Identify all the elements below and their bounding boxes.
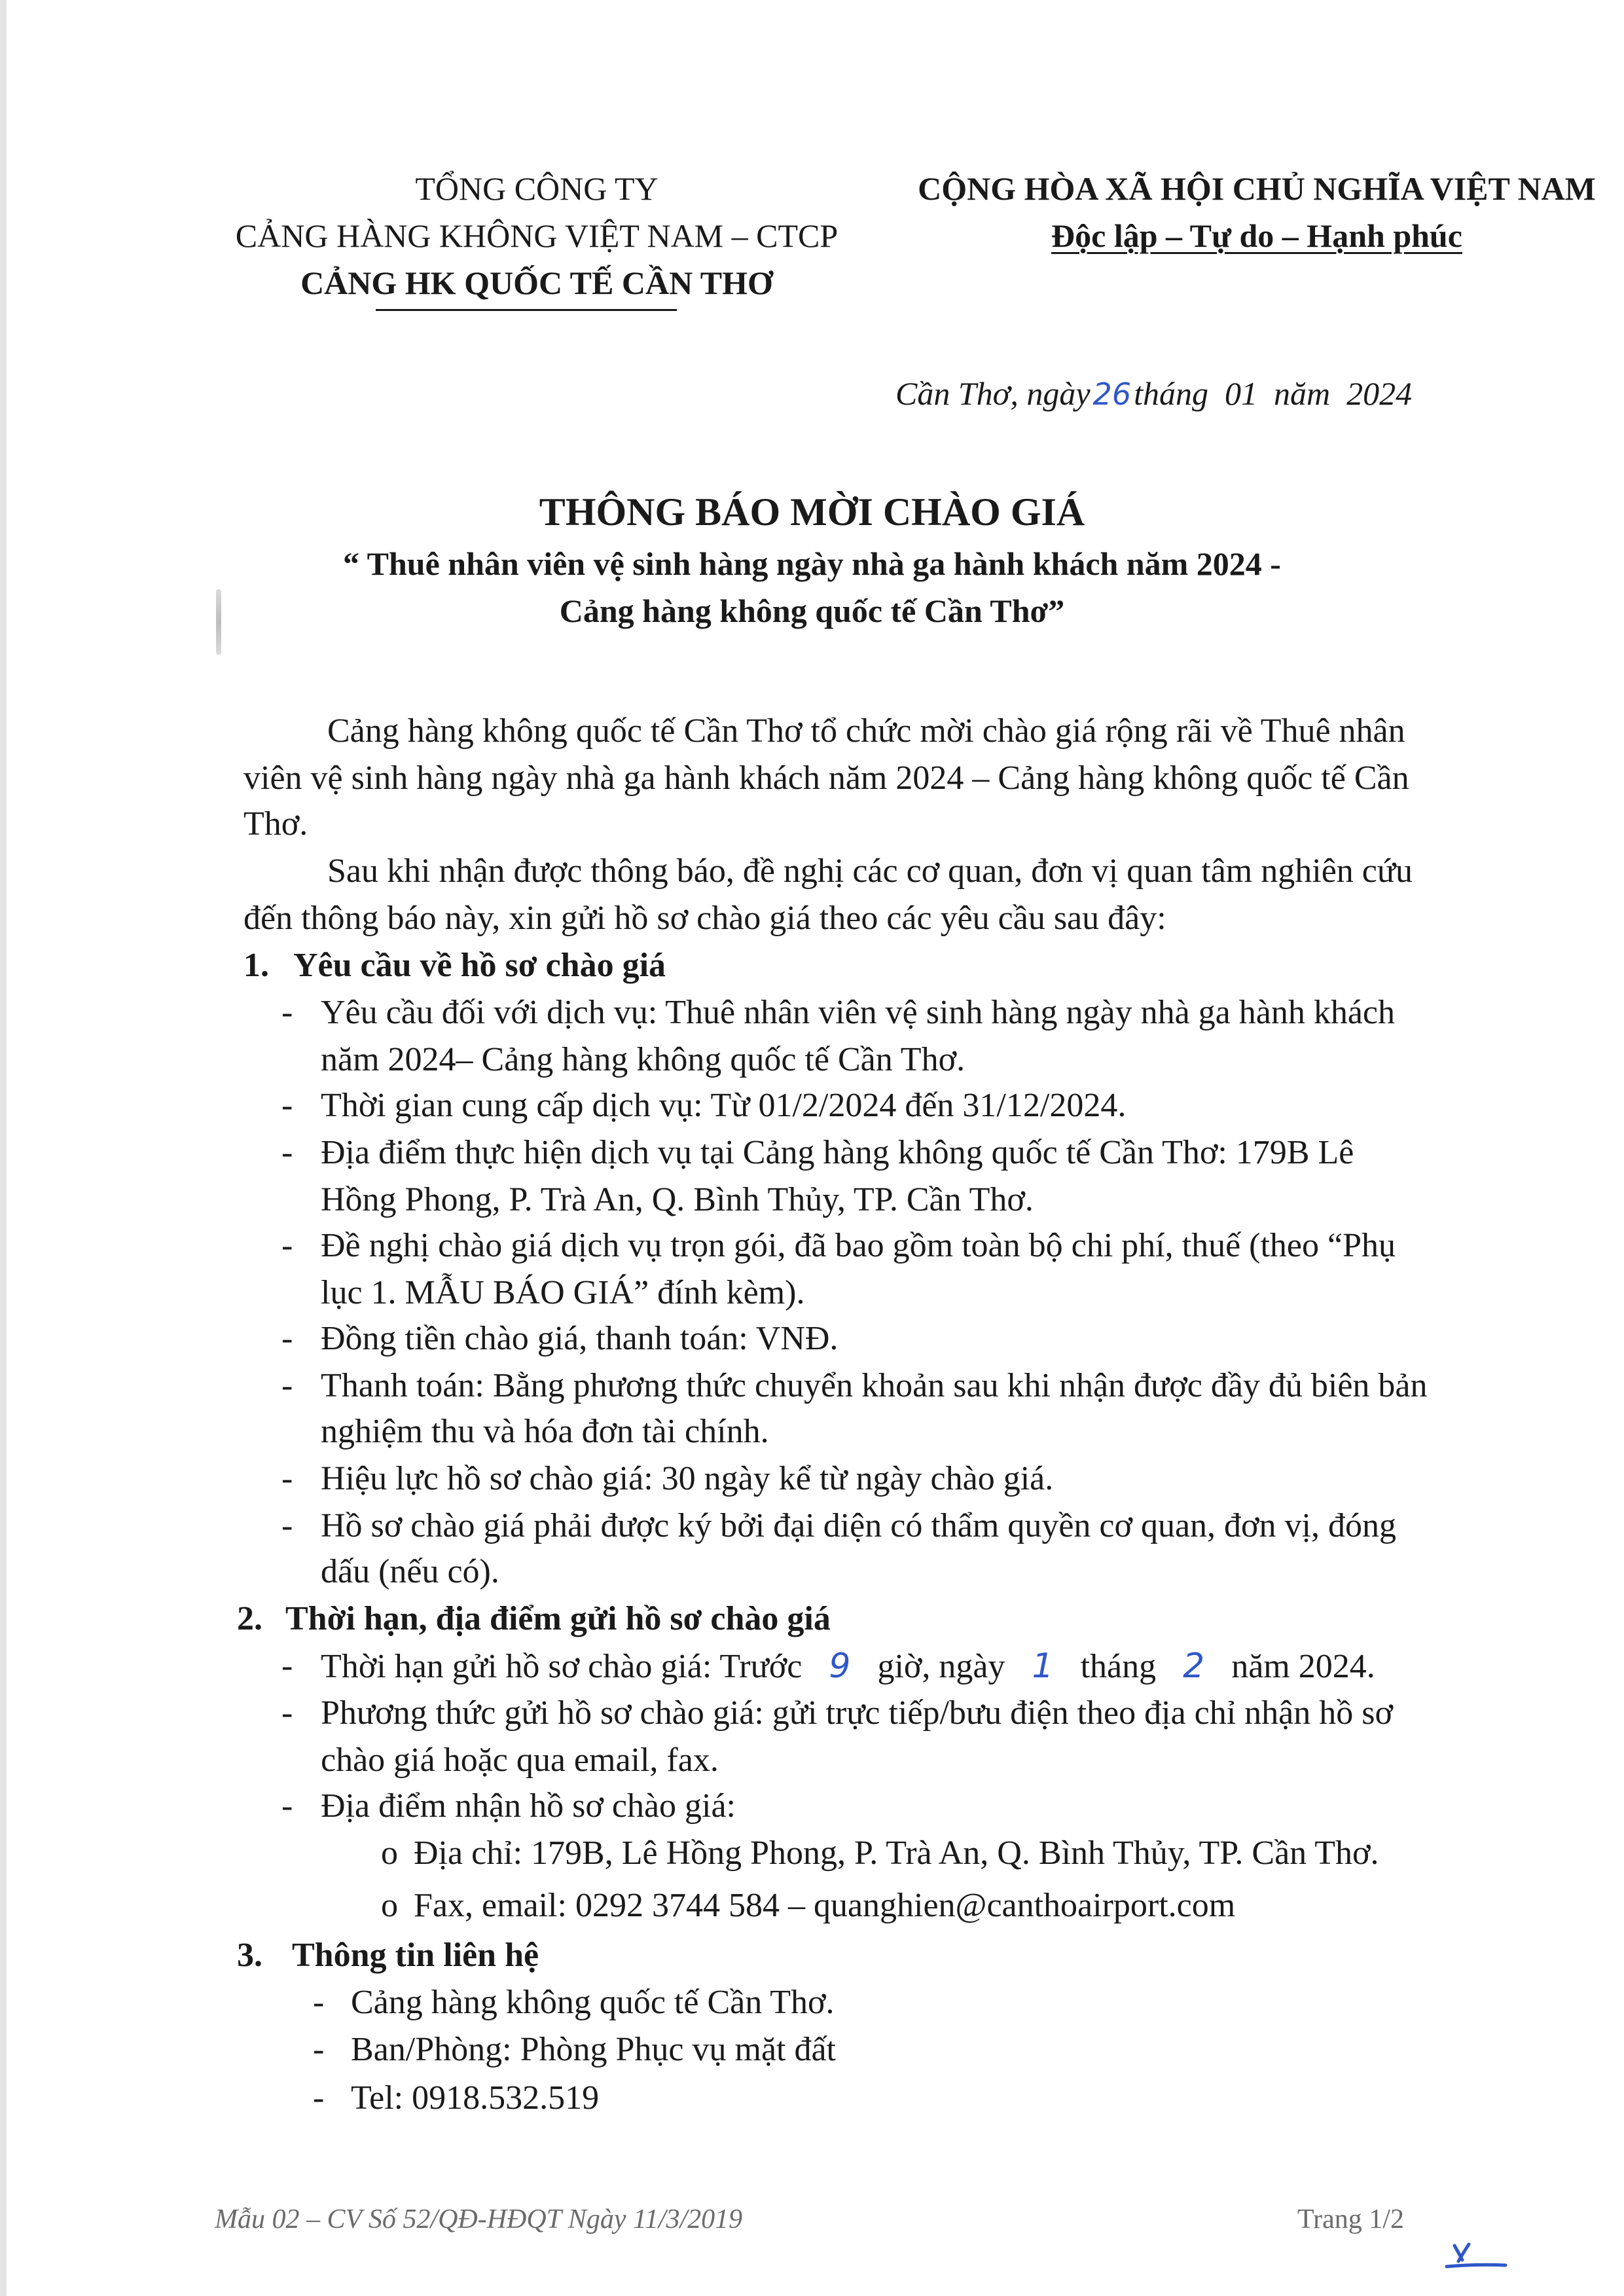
- s1-item-4-line-2: lục 1. MẪU BÁO GIÁ” đính kèm).: [321, 1274, 805, 1311]
- s3-item-2: Ban/Phòng: Phòng Phục vụ mặt đất: [351, 2031, 836, 2068]
- national-motto: Độc lập – Tự do – Hạnh phúc: [1051, 217, 1462, 254]
- s2-item-1: [321, 1643, 1375, 1690]
- date-prefix: Cần Thơ, ngày: [895, 375, 1091, 412]
- bullet-dash: -: [281, 1507, 293, 1544]
- subtitle-line-2: Cảng hàng không quốc tế Cần Thơ”: [559, 592, 1065, 629]
- intro-p1-line-1: Cảng hàng không quốc tế Cần Thơ tổ chức mời chào giá rộng rãi về Thuê nhân: [327, 712, 1405, 750]
- s1-item-8-line-2: dấu (nếu có).: [321, 1553, 499, 1590]
- s1-item-8-line-1: Hồ sơ chào giá phải được ký bởi đại diện có thẩm quyền cơ quan, đơn vị, đóng: [321, 1507, 1397, 1544]
- date-day-handwritten: 26: [1092, 376, 1132, 412]
- bullet-dash: -: [313, 1984, 325, 2021]
- date-month: 01: [1225, 375, 1257, 412]
- bullet-dash: -: [281, 1087, 293, 1124]
- deadline-month-handwritten: 2: [1183, 1647, 1205, 1686]
- deadline-hour-handwritten: 9: [829, 1647, 851, 1686]
- s1-item-3-line-1: Địa điểm thực hiện dịch vụ tại Cảng hàng không quốc tế Cần Thơ: 179B Lê: [321, 1134, 1354, 1171]
- scan-edge: [0, 0, 7, 2296]
- section-3-number: 3.: [237, 1937, 262, 1974]
- section-3-heading: Thông tin liên hệ: [292, 1937, 539, 1974]
- org-line-1: TỔNG CÔNG TY: [415, 170, 659, 207]
- bullet-dash: -: [281, 1647, 293, 1685]
- org-underline: [376, 309, 677, 311]
- s2-item-1-part-a: Thời hạn gửi hồ sơ chào giá: Trước: [321, 1648, 803, 1685]
- s3-item-1: Cảng hàng không quốc tế Cần Thơ.: [351, 1984, 835, 2021]
- intro-p1-line-3: Thơ.: [244, 805, 308, 843]
- s1-item-1-line-2: năm 2024– Cảng hàng không quốc tế Cần Thơ.: [321, 1041, 965, 1078]
- date-year-label: năm: [1274, 375, 1331, 412]
- s2-address: Địa chỉ: 179B, Lê Hồng Phong, P. Trà An, Q. Bình Thủy, TP. Cần Thơ.: [414, 1834, 1379, 1872]
- intro-p2-line-1: Sau khi nhận được thông báo, đề nghị các cơ quan, đơn vị quan tâm nghiên cứu: [327, 852, 1413, 890]
- section-2-heading: Thời hạn, địa điểm gửi hồ sơ chào giá: [285, 1600, 831, 1637]
- national-title: CỘNG HÒA XÃ HỘI CHỦ NGHĨA VIỆT NAM: [918, 170, 1596, 207]
- deadline-day-handwritten: 1: [1032, 1647, 1054, 1686]
- s1-item-4-line-1: Đề nghị chào giá dịch vụ trọn gói, đã bao gồm toàn bộ chi phí, thuế (theo “Phụ: [321, 1227, 1396, 1264]
- org-line-3: CẢNG HK QUỐC TẾ CẦN THƠ: [300, 264, 773, 301]
- s2-item-1-part-c: tháng: [1080, 1648, 1157, 1685]
- subtitle-line-1: “ Thuê nhân viên vệ sinh hàng ngày nhà ga hành khách năm 2024 -: [343, 545, 1281, 582]
- s1-item-2-line-1: Thời gian cung cấp dịch vụ: Từ 01/2/2024 đến 31/12/2024.: [321, 1087, 1127, 1124]
- section-1-heading: Yêu cầu về hồ sơ chào giá: [293, 947, 666, 984]
- s1-item-1-line-1: Yêu cầu đối với dịch vụ: Thuê nhân viên vệ sinh hàng ngày nhà ga hành khách: [321, 994, 1395, 1031]
- s1-item-6-line-1: Thanh toán: Bằng phương thức chuyển khoản sau khi nhận được đầy đủ biên bản: [321, 1367, 1428, 1404]
- sub-bullet: o: [381, 1834, 398, 1872]
- s2-item-1-part-b: giờ, ngày: [877, 1648, 1005, 1685]
- s2-fax-email: Fax, email: 0292 3744 584 – quanghien@canthoairport.com: [414, 1887, 1236, 1924]
- date-year: 2024: [1346, 375, 1413, 412]
- bullet-dash: -: [281, 1367, 293, 1404]
- sub-bullet: o: [381, 1887, 398, 1924]
- footer-page-number: Trang 1/2: [1297, 2204, 1404, 2234]
- bullet-dash: -: [313, 2031, 325, 2068]
- page-title: THÔNG BÁO MỜI CHÀO GIÁ: [539, 490, 1085, 534]
- s1-item-6-line-2: nghiệm thu và hóa đơn tài chính.: [321, 1413, 769, 1450]
- bullet-dash: -: [281, 1227, 293, 1264]
- date-month-label: tháng: [1134, 375, 1208, 412]
- bullet-dash: -: [313, 2079, 325, 2117]
- handwritten-initial-icon: [1440, 2238, 1512, 2277]
- bullet-dash: -: [281, 1320, 293, 1357]
- intro-p2-line-2: đến thông báo này, xin gửi hồ sơ chào giá theo các yêu cầu sau đây:: [244, 900, 1166, 937]
- bullet-dash: -: [281, 1460, 293, 1497]
- intro-p1-line-2: viên vệ sinh hàng ngày nhà ga hành khách năm 2024 – Cảng hàng không quốc tế Cần: [244, 759, 1409, 797]
- date-line: [895, 370, 1412, 418]
- bullet-dash: -: [281, 994, 293, 1031]
- bullet-dash: -: [281, 1694, 293, 1732]
- s1-item-3-line-2: Hồng Phong, P. Trà An, Q. Bình Thủy, TP. Cần Thơ.: [321, 1181, 1034, 1218]
- org-line-2: CẢNG HÀNG KHÔNG VIỆT NAM – CTCP: [235, 217, 839, 254]
- s1-item-5-line-1: Đồng tiền chào giá, thanh toán: VNĐ.: [321, 1320, 839, 1357]
- section-2-number: 2.: [237, 1600, 262, 1637]
- bullet-dash: -: [281, 1787, 293, 1825]
- footer-form-number: Mẫu 02 – CV Số 52/QĐ-HĐQT Ngày 11/3/2019: [215, 2204, 743, 2234]
- s3-item-3: Tel: 0918.532.519: [351, 2079, 600, 2117]
- s2-item-2-line-1: Phương thức gửi hồ sơ chào giá: gửi trực tiếp/bưu điện theo địa chỉ nhận hồ sơ: [321, 1694, 1393, 1732]
- bullet-dash: -: [281, 1134, 293, 1171]
- s2-item-1-part-d: năm 2024.: [1231, 1648, 1375, 1685]
- s1-item-7-line-1: Hiệu lực hồ sơ chào giá: 30 ngày kể từ ngày chào giá.: [321, 1460, 1054, 1497]
- s2-item-3-line-1: Địa điểm nhận hồ sơ chào giá:: [321, 1787, 736, 1825]
- section-1-number: 1.: [244, 947, 269, 984]
- s2-item-2-line-2: chào giá hoặc qua email, fax.: [321, 1741, 719, 1779]
